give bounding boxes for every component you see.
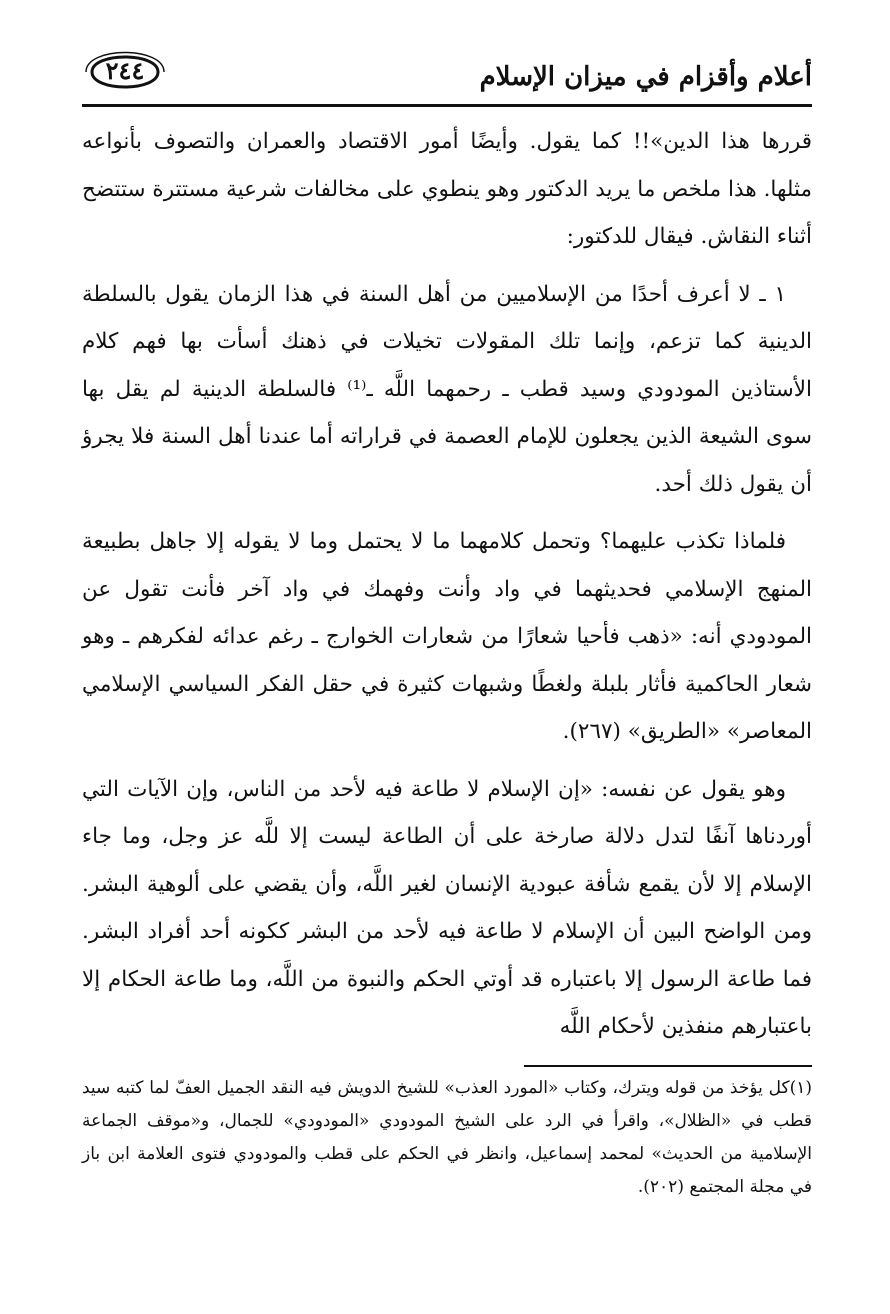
header-rule <box>82 104 812 107</box>
paragraph-4: وهو يقول عن نفسه: «إن الإسلام لا طاعة فيه لأحد من الناس، وإن الآيات التي أوردناها آنفًا لتدل دلالة صارخة على أن الطاعة ليست إلا للَّه عز وجل، وما جاء الإسلام إلا لأن يقمع شأفة عبودية الإنسان لغير اللَّه، وأن يقضي على ألوهية البشر. ومن الواضح البين أن الإسلام لا طاعة فيه لأحد من البشر ككونه أحد أفراد البشر. فما طاعة الرسول إلا باعتباره قد أوتي الحكم والنبوة من اللَّه، وما طاعة الحكام إلا باعتبارهم منفذين لأحكام اللَّه <box>82 776 812 1039</box>
paragraph-1: قررها هذا الدين»!! كما يقول. وأيضًا أمور الاقتصاد والعمران والتصوف بأنواعه مثلها. هذا ملخص ما يريد الدكتور وهو ينطوي على مخالفات شرعية مستترة ستتضح أثناء النقاش. فيقال للدكتور: <box>82 129 812 249</box>
footnote-separator <box>524 1065 812 1067</box>
page-number-frame <box>82 44 168 100</box>
page-number: ٢٤٤ <box>105 56 145 85</box>
footnote: (١)كل يؤخذ من قوله ويترك، وكتاب «المورد العذب» للشيخ الدويش فيه النقد الجميل العفّ لما كتبه سيد قطب في «الظلال»، واقرأ في الرد على الشيخ المودودي «المودودي» للجمال، و«موقف الجماعة الإسلامية من الحديث» لمحمد إسماعيل، وانظر في الحكم على قطب والمودودي فتوى العلامة ابن باز في مجلة المجتمع (٢٠٢). <box>82 1078 812 1197</box>
page-header <box>82 44 812 106</box>
paragraph-2: ١ ـ لا أعرف أحدًا من الإسلاميين من أهل السنة في هذا الزمان يقول بالسلطة الدينية كما تزعم، وإنما تلك المقولات تخيلات في ذهنك أسأت بها فهم كلام الأستاذين المودودي وسيد قطب ـ رحمهما اللَّه ـ⁽¹⁾ فالسلطة الدينية لم يقل بها سوى الشيعة الذين يجعلون للإمام العصمة في قراراته أما عندنا أهل السنة فلا يجرؤ أن يقول ذلك أحد. <box>82 281 812 497</box>
main-text <box>82 118 812 1051</box>
paragraph-3: فلماذا تكذب عليهما؟ وتحمل كلامهما ما لا يحتمل وما لا يقوله إلا جاهل بطبيعة المنهج الإسلامي فحديثهما في واد وأنت وفهمك في واد آخر فأنت تقول عن المودودي أنه: «ذهب فأحيا شعارًا من شعارات الخوارج ـ رغم عدائه لفكرهم ـ وهو شعار الحاكمية فأثار بلبلة ولغطًا وشبهات كثيرة في حقل الفكر السياسي الإسلامي المعاصر» «الطريق» (٢٦٧). <box>82 529 812 744</box>
running-title: أعلام وأقزام في ميزان الإسلام <box>479 62 812 92</box>
